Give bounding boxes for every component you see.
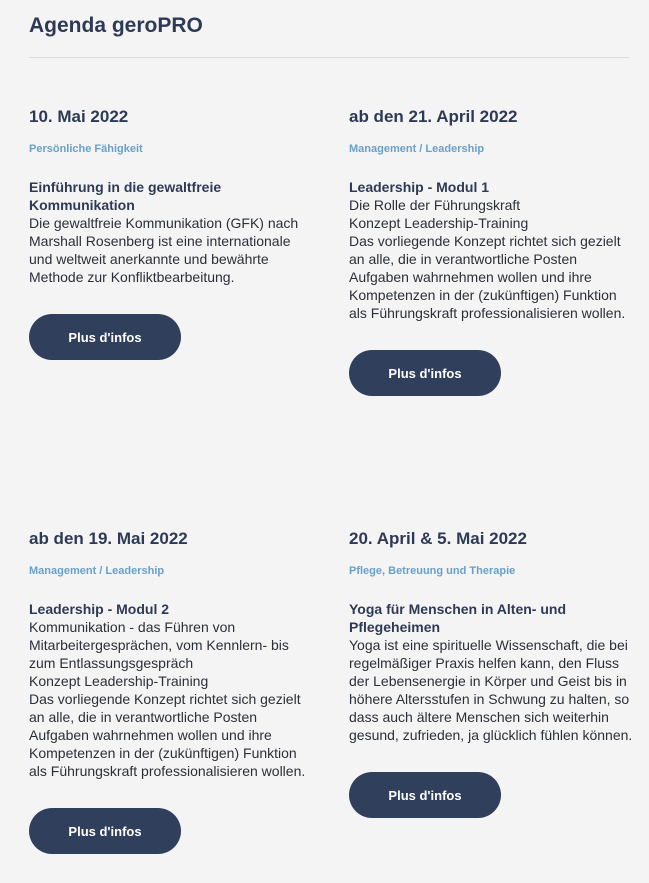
- event-title: Einführung in die gewaltfreie Kommunikation: [29, 179, 222, 213]
- more-info-button[interactable]: Plus d'infos: [349, 350, 501, 396]
- event-date: 10. Mai 2022: [29, 107, 129, 126]
- event-category[interactable]: Persönliche Fähigkeit: [29, 143, 143, 155]
- event-date: 20. April & 5. Mai 2022: [349, 529, 527, 548]
- event-description: Kommunikation - das Führen von Mitarbeitergesprächen, vom Kennlern- bis zum Entlassungsgespräch Konzept Leadership-Training Das vorliegende Konzept richtet sich gezielt an alle, die in verantwortliche Posten Aufgaben wahrnehmen wollen und ihre Kompetenzen in der (zukünftigen) Funktion als Führungskraft professionalisieren wollen.: [29, 619, 306, 779]
- event-date: ab den 19. Mai 2022: [29, 529, 188, 548]
- event-date: ab den 21. April 2022: [349, 107, 518, 126]
- event-category[interactable]: Management / Leadership: [349, 143, 485, 155]
- agenda-card: [29, 528, 314, 854]
- more-info-button[interactable]: Plus d'infos: [29, 808, 181, 854]
- more-info-button[interactable]: Plus d'infos: [349, 772, 501, 818]
- event-title: Yoga für Menschen in Alten- und Pflegeheimen: [349, 601, 566, 635]
- event-description: Die gewaltfreie Kommunikation (GFK) nach Marshall Rosenberg ist eine internationale und weltweit anerkannte und bewährte Methode zur Konfliktbearbeitung.: [29, 215, 299, 285]
- agenda-card: [349, 528, 634, 818]
- agenda-card: [349, 106, 634, 396]
- page-title: Agenda geroPRO: [29, 14, 203, 37]
- page-header: [29, 12, 629, 40]
- agenda-card: [29, 106, 314, 360]
- event-description: Yoga ist eine spirituelle Wissenschaft, die bei regelmäßiger Praxis helfen kann, den Fluss der Lebensenergie in Körper und Geist bis in höhere Altersstufen in Schwung zu halten, so dass auch ältere Menschen sich weiterhin gesund, zufrieden, ja glücklich fühlen können.: [349, 637, 633, 743]
- header-divider: [29, 57, 629, 58]
- event-description: Die Rolle der Führungskraft Konzept Leadership-Training Das vorliegende Konzept richtet sich gezielt an alle, die in verantwortliche Posten Aufgaben wahrnehmen wollen und ihre Kompetenzen in der (zukünftigen) Funktion als Führungskraft professionalisieren wollen.: [349, 197, 626, 321]
- event-title: Leadership - Modul 1: [349, 179, 490, 195]
- event-category[interactable]: Management / Leadership: [29, 565, 165, 577]
- event-title: Leadership - Modul 2: [29, 601, 170, 617]
- event-category[interactable]: Pflege, Betreuung und Therapie: [349, 565, 516, 577]
- more-info-button[interactable]: Plus d'infos: [29, 314, 181, 360]
